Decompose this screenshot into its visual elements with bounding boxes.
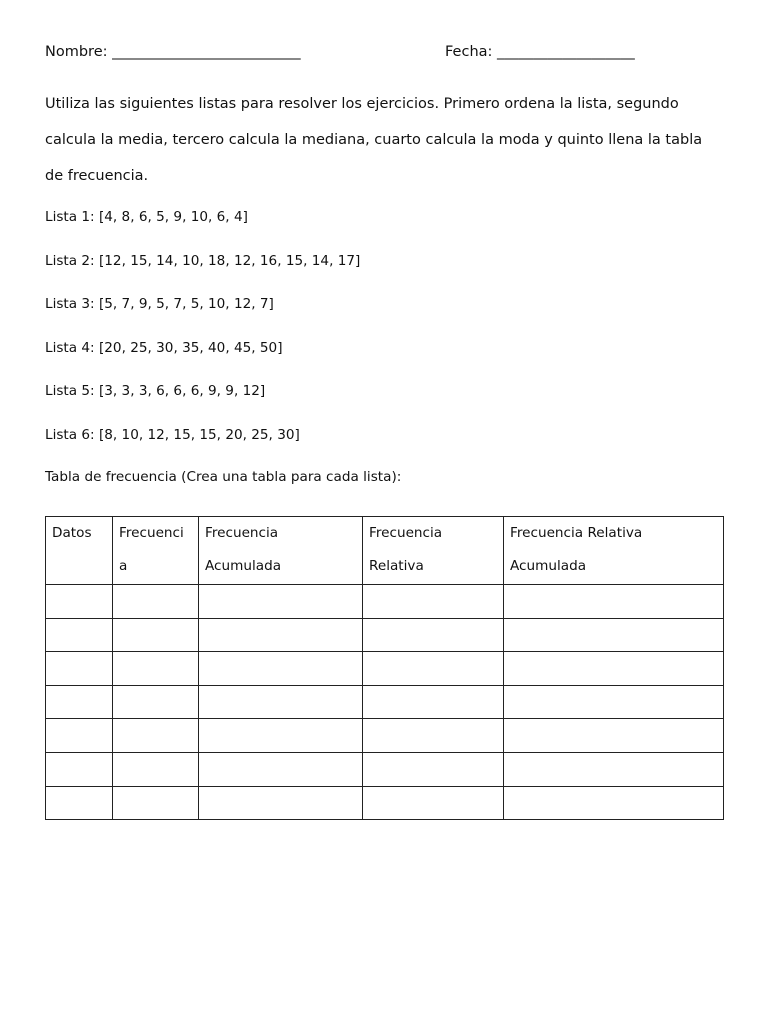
table-cell: [504, 752, 724, 786]
table-cell: [504, 652, 724, 686]
table-cell: [363, 719, 504, 753]
header-datos: Datos: [46, 517, 113, 585]
table-row: [46, 618, 724, 652]
table-cell: [504, 618, 724, 652]
table-cell: [363, 786, 504, 820]
table-cell: [363, 585, 504, 619]
table-cell: [46, 618, 113, 652]
table-header-row: [46, 517, 724, 585]
table-cell: [504, 585, 724, 619]
table-row: [46, 652, 724, 686]
table-cell: [113, 618, 199, 652]
header-frecuencia-relativa: Frecuencia Relativa: [363, 517, 504, 585]
table-row: [46, 752, 724, 786]
header-frecuencia-relativa-acumulada: Frecuencia Relativa Acumulada: [504, 517, 724, 585]
table-cell: [199, 685, 363, 719]
table-cell: [113, 685, 199, 719]
table-cell: [113, 786, 199, 820]
table-cell: [199, 786, 363, 820]
table-cell: [199, 752, 363, 786]
header-frecuencia-acumulada: Frecuencia Acumulada: [199, 517, 363, 585]
list-3: Lista 3: [5, 7, 9, 5, 7, 5, 10, 12, 7]: [45, 296, 274, 312]
table-cell: [363, 618, 504, 652]
table-row: [46, 685, 724, 719]
list-1: Lista 1: [4, 8, 6, 5, 9, 10, 6, 4]: [45, 209, 248, 225]
date-field: Fecha: ___________________: [445, 44, 635, 60]
table-cell: [46, 719, 113, 753]
table-row: [46, 585, 724, 619]
table-cell: [363, 752, 504, 786]
list-6: Lista 6: [8, 10, 12, 15, 15, 20, 25, 30]: [45, 427, 300, 443]
list-4: Lista 4: [20, 25, 30, 35, 40, 45, 50]: [45, 340, 283, 356]
header-row: [45, 44, 725, 68]
table-cell: [363, 685, 504, 719]
table-row: [46, 719, 724, 753]
table-cell: [199, 618, 363, 652]
list-2: Lista 2: [12, 15, 14, 10, 18, 12, 16, 15, 14, 17]: [45, 253, 361, 269]
table-cell: [46, 652, 113, 686]
table-title: Tabla de frecuencia (Crea una tabla para cada lista):: [45, 469, 402, 485]
table-cell: [504, 786, 724, 820]
table-cell: [46, 585, 113, 619]
table-cell: [199, 585, 363, 619]
table-cell: [113, 752, 199, 786]
table-cell: [199, 652, 363, 686]
table-cell: [504, 719, 724, 753]
instructions-text: Utiliza las siguientes listas para resolver los ejercicios. Primero ordena la lista, segundo calcula la media, tercero calcula la mediana, cuarto calcula la moda y quinto llena la tabla de frecuencia.: [45, 96, 703, 184]
table-cell: [46, 786, 113, 820]
table-row: [46, 786, 724, 820]
table-body: [46, 585, 724, 820]
table-cell: [46, 752, 113, 786]
table-cell: [113, 719, 199, 753]
name-field: Nombre: __________________________: [45, 44, 301, 60]
table-cell: [504, 685, 724, 719]
header-frecuencia: Frecuenci a: [113, 517, 199, 585]
table-cell: [363, 652, 504, 686]
table-cell: [113, 652, 199, 686]
table-cell: [199, 719, 363, 753]
frequency-table: [45, 516, 724, 820]
table-cell: [46, 685, 113, 719]
table-cell: [113, 585, 199, 619]
list-5: Lista 5: [3, 3, 3, 6, 6, 6, 9, 9, 12]: [45, 383, 266, 399]
